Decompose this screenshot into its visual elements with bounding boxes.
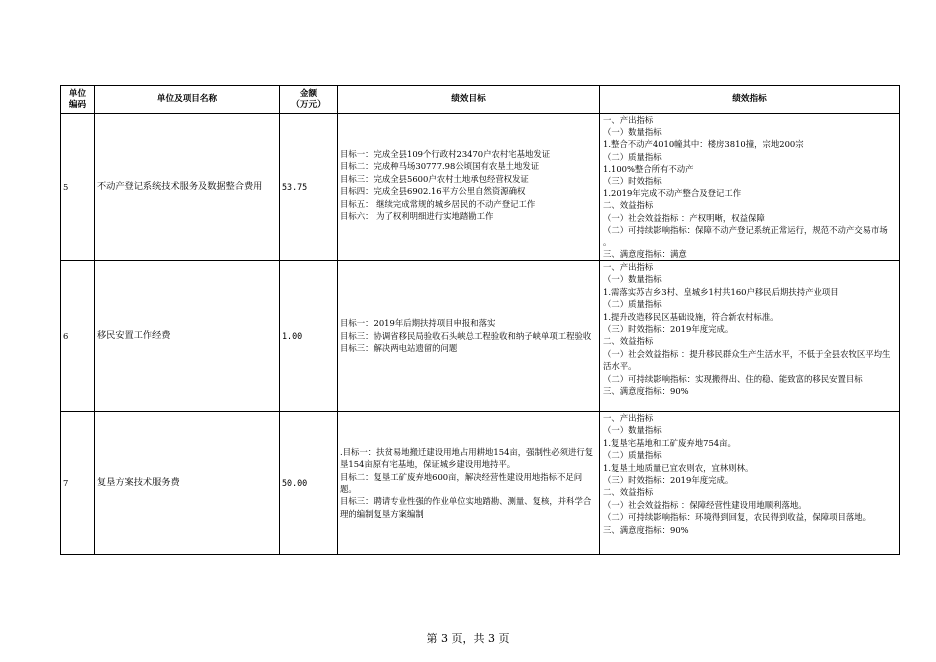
indicator-line: 活水平。 (603, 361, 637, 372)
indicator-line: （二）质量指标 (603, 299, 662, 310)
row-name: 复垦方案技术服务费 (95, 412, 280, 555)
indicator-line: （二）可持续影响指标：实现搬得出、住的稳、能致富的移民安置目标 (603, 373, 863, 384)
indicator-line: 三、满意度指标：90% (603, 386, 689, 397)
indicator-line: 1.复垦宅基地和工矿废弃地754亩。 (603, 437, 736, 448)
indicator-line: 1.2019年完成不动产整合及登记工作 (603, 188, 742, 199)
indicator-line: 二、效益指标 (603, 200, 654, 211)
row-code: 6 (61, 261, 95, 412)
indicator-line: （二）质量指标 (603, 151, 662, 162)
row-name: 不动产登记系统技术服务及数据整合费用 (95, 114, 280, 261)
table-row (61, 114, 900, 261)
goal-line: 目标一：2019年后期扶持项目申报和落实 (340, 318, 496, 329)
indicator-line: 1.整合不动产4010幢其中：楼房3810撞，宗地200宗 (603, 139, 804, 150)
indicator-line: 二、效益指标 (603, 487, 654, 498)
indicator-line: （三）时效指标 (603, 176, 662, 187)
goal-line: 目标二：复垦工矿废弃地600亩，解决经营性建设用地指标不足问题。 (340, 471, 583, 494)
indicator-line: （一）数量指标 (603, 425, 662, 436)
header-goal: 绩效目标 (338, 86, 600, 114)
goal-line: 目标一：完成全县109个行政村23470户农村宅基地发证 (340, 149, 551, 159)
goal-line: 目标三：聘请专业性强的作业单位实地踏勘、测量、复核，并科学合理的编制复垦方案编制 (340, 496, 592, 519)
row-goals (338, 412, 600, 555)
indicator-line: （一）社会效益指标 ：提升移民群众生产生活水平，不低于全县农牧区平均生 (603, 348, 891, 359)
goal-line: 目标三：完成全县5600户农村土地承包经营权发证 (340, 173, 529, 184)
indicator-line: （一）数量指标 (603, 274, 662, 285)
performance-table (60, 85, 900, 555)
row-goals (338, 261, 600, 412)
row-goals (338, 114, 600, 261)
indicator-line: 三、满意度指标：90% (603, 524, 689, 535)
table-row (61, 412, 900, 555)
indicator-line: 一、产出指标 (603, 115, 654, 125)
indicator-line: （三）时效指标：2019年度完成。 (603, 324, 734, 335)
indicator-line: 1.需落实苏吉乡3村、皇城乡1村共160户移民后期扶持产业项目 (603, 286, 839, 297)
row-amount: 1.00 (280, 261, 338, 412)
indicator-line: （一）数量指标 (603, 127, 662, 138)
goal-line: 目标二：完成种马场30777.98公顷国有农垦土地发证 (340, 161, 540, 172)
indicator-line: （三）时效指标：2019年度完成。 (603, 475, 734, 486)
row-name: 移民安置工作经费 (95, 261, 280, 412)
goal-line: 目标三：协调省移民局验收石头峡总工程验收和纳子峡单项工程验收 (340, 330, 592, 341)
indicator-line: （二）可持续影响指标：保障不动产登记系统正常运行，规范不动产交易市场 (603, 224, 888, 235)
indicator-line: 二、效益指标 (603, 336, 654, 347)
header-amount: 金额 （万元） (280, 86, 338, 114)
indicator-line: 1.复垦土地质量已宜农则农，宜林则林。 (603, 462, 754, 473)
row-code: 7 (61, 412, 95, 555)
header-code: 单位 编码 (61, 86, 95, 114)
page-footer: 第 3 页，共 3 页 (426, 632, 510, 645)
row-code: 5 (61, 114, 95, 261)
indicator-line: 一、产出指标 (603, 262, 654, 272)
indicator-line: 一、产出指标 (603, 413, 654, 423)
goal-line: .目标一：扶贫易地搬迁建设用地占用耕地154亩，强制性必须进行复垦154亩原有宅基地，保证城乡建设用地持平。 (340, 446, 594, 470)
indicator-line: 三、满意度指标：满意 (603, 249, 687, 260)
header-indicator: 绩效指标 (600, 86, 900, 114)
header-row (61, 86, 900, 114)
row-indicators (600, 114, 900, 261)
row-amount: 50.00 (280, 412, 338, 555)
goal-line: 目标六： 为了权利明细进行实地踏勘工作 (340, 211, 494, 222)
indicator-line: （二）质量指标 (603, 450, 662, 461)
row-amount: 53.75 (280, 114, 338, 261)
indicator-line: 1.提升改造移民区基础设施，符合新农村标准。 (603, 311, 779, 322)
indicator-line: （一）社会效益指标 ：产权明晰，权益保障 (603, 212, 765, 223)
table-row (61, 261, 900, 412)
indicator-line: 。 (603, 237, 612, 248)
goal-line: 目标五： 继续完成常规的城乡居民的不动产登记工作 (340, 198, 536, 209)
header-name: 单位及项目名称 (95, 86, 280, 114)
indicator-line: （一）社会效益指标 ：保障经营性建设用地顺利落地。 (603, 499, 807, 510)
indicator-line: 1.100%整合所有不动产 (603, 163, 694, 174)
goal-line: 目标三：解决两电站遗留的问题 (340, 343, 458, 354)
row-indicators (600, 412, 900, 555)
goal-line: 目标四：完成全县6902.16平方公里自然资源确权 (340, 186, 526, 197)
indicator-line: （二）可持续影响指标：环境得到回复，农民得到收益，保障项目落地。 (603, 512, 871, 523)
row-indicators (600, 261, 900, 412)
